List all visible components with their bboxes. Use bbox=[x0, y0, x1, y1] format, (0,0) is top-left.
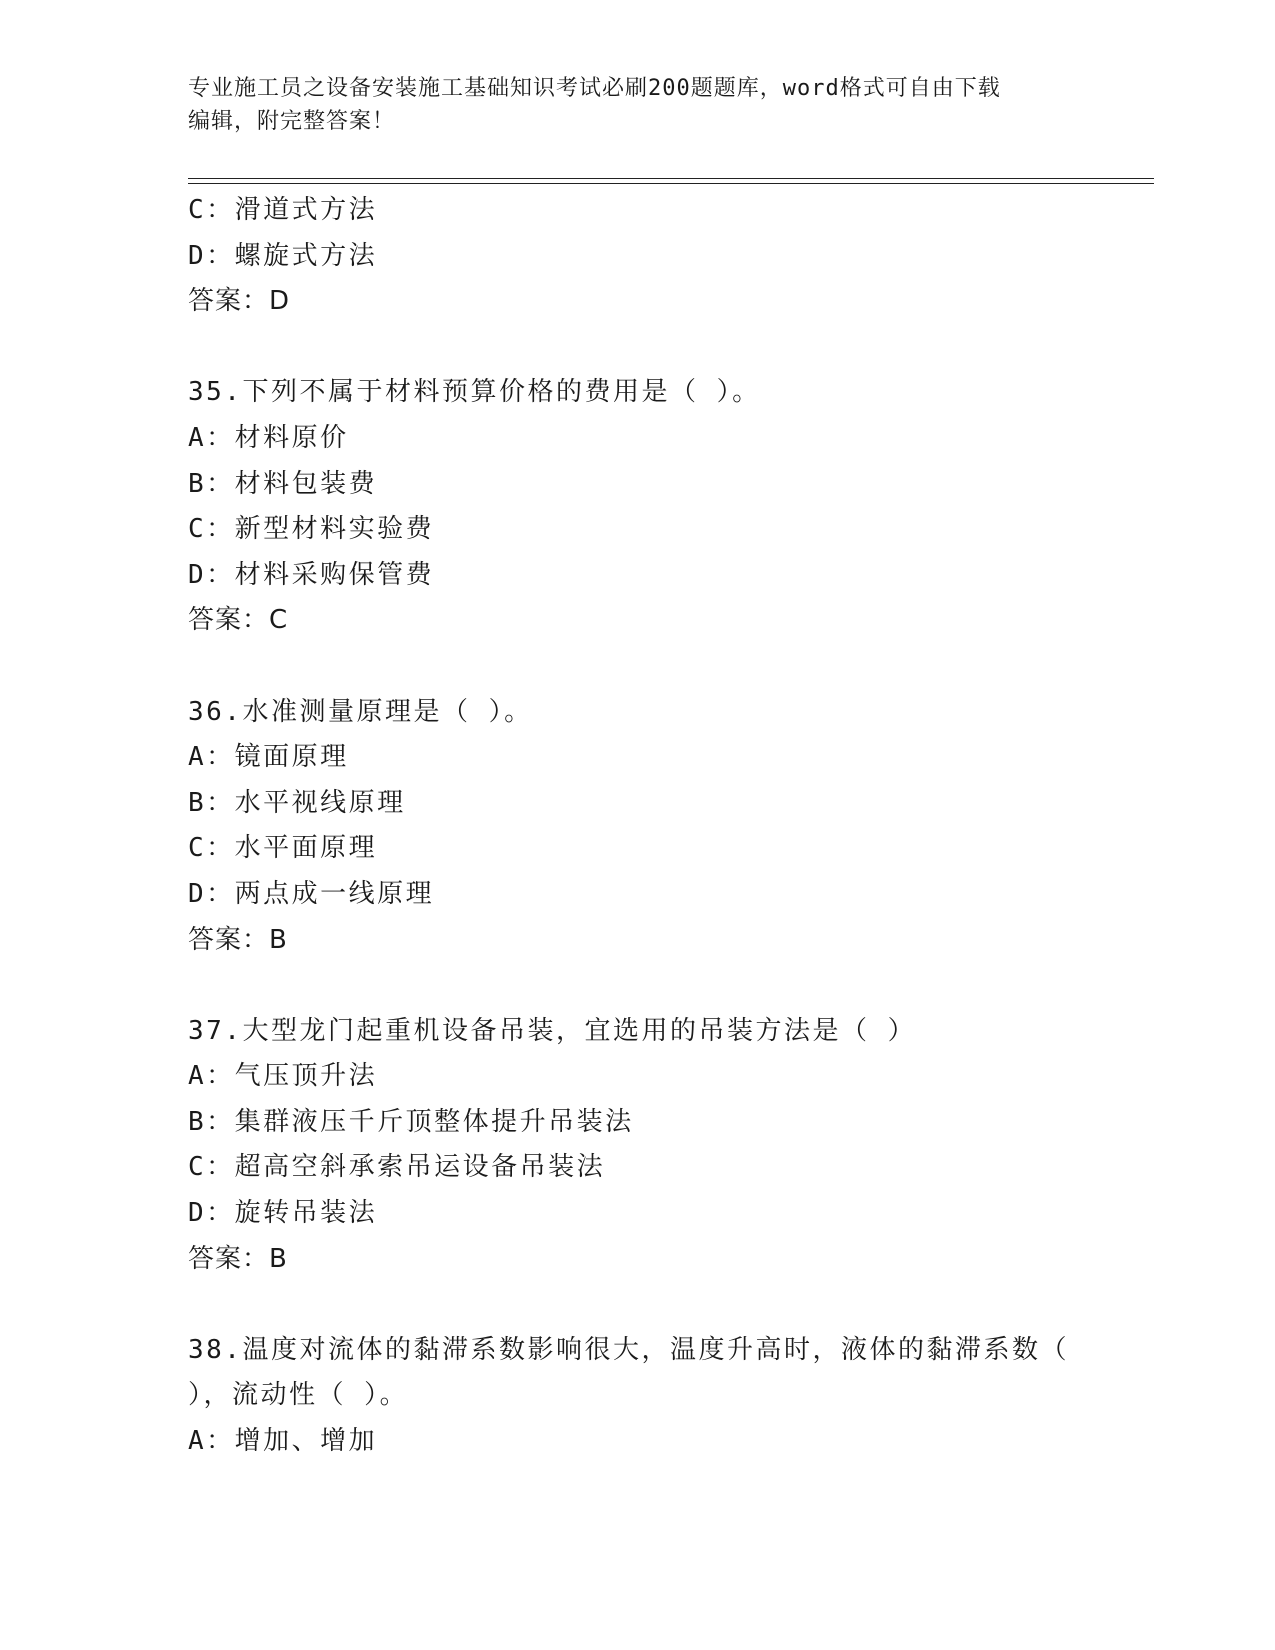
answer: 答案：B bbox=[188, 1243, 288, 1274]
answer: 答案：C bbox=[188, 605, 289, 636]
answer: 答案：B bbox=[188, 924, 288, 955]
option-a: A：气压顶升法 bbox=[188, 1061, 378, 1092]
document-header bbox=[188, 72, 1088, 138]
header-title-line-2: 编辑，附完整答案！ bbox=[188, 109, 396, 134]
question-38 bbox=[188, 1328, 1148, 1465]
option-b: B：集群液压千斤顶整体提升吊装法 bbox=[188, 1106, 634, 1137]
prev-option-c: C：滑道式方法 bbox=[188, 195, 378, 225]
question-37 bbox=[188, 1009, 1148, 1283]
question-stem: 35.下列不属于材料预算价格的费用是（ ）。 bbox=[188, 377, 761, 408]
option-c: C：新型材料实验费 bbox=[188, 514, 435, 545]
question-stem: 37.大型龙门起重机设备吊装，宜选用的吊装方法是（ ） bbox=[188, 1015, 917, 1046]
option-a: A：材料原价 bbox=[188, 422, 349, 453]
option-c: C：超高空斜承索吊运设备吊装法 bbox=[188, 1152, 606, 1183]
option-d: D：两点成一线原理 bbox=[188, 878, 435, 909]
header-divider-bottom bbox=[188, 183, 1154, 184]
spacer bbox=[188, 963, 1148, 1009]
question-stem-line-2: ），流动性（ ）。 bbox=[188, 1380, 409, 1411]
question-list bbox=[188, 188, 1148, 1465]
header-divider-top bbox=[188, 178, 1154, 179]
question-36 bbox=[188, 690, 1148, 964]
prev-answer: 答案：D bbox=[188, 286, 291, 317]
option-a: A：镜面原理 bbox=[188, 742, 349, 773]
question-stem-line-1: 38.温度对流体的黏滞系数影响很大，温度升高时，液体的黏滞系数（ bbox=[188, 1334, 1069, 1365]
option-d: D：旋转吊装法 bbox=[188, 1198, 378, 1229]
question-35 bbox=[188, 370, 1148, 644]
option-b: B：水平视线原理 bbox=[188, 787, 406, 818]
option-c: C：水平面原理 bbox=[188, 833, 378, 864]
spacer bbox=[188, 325, 1148, 371]
prev-option-d: D：螺旋式方法 bbox=[188, 240, 378, 271]
option-d: D：材料采购保管费 bbox=[188, 559, 435, 590]
spacer bbox=[188, 644, 1148, 690]
option-a: A：增加、增加 bbox=[188, 1426, 378, 1457]
spacer bbox=[188, 1282, 1148, 1328]
option-b: B：材料包装费 bbox=[188, 468, 378, 499]
question-stem: 36.水准测量原理是（ ）。 bbox=[188, 696, 533, 727]
header-title-line-1: 专业施工员之设备安装施工基础知识考试必刷200题题库，word格式可自由下载 bbox=[188, 76, 1001, 101]
